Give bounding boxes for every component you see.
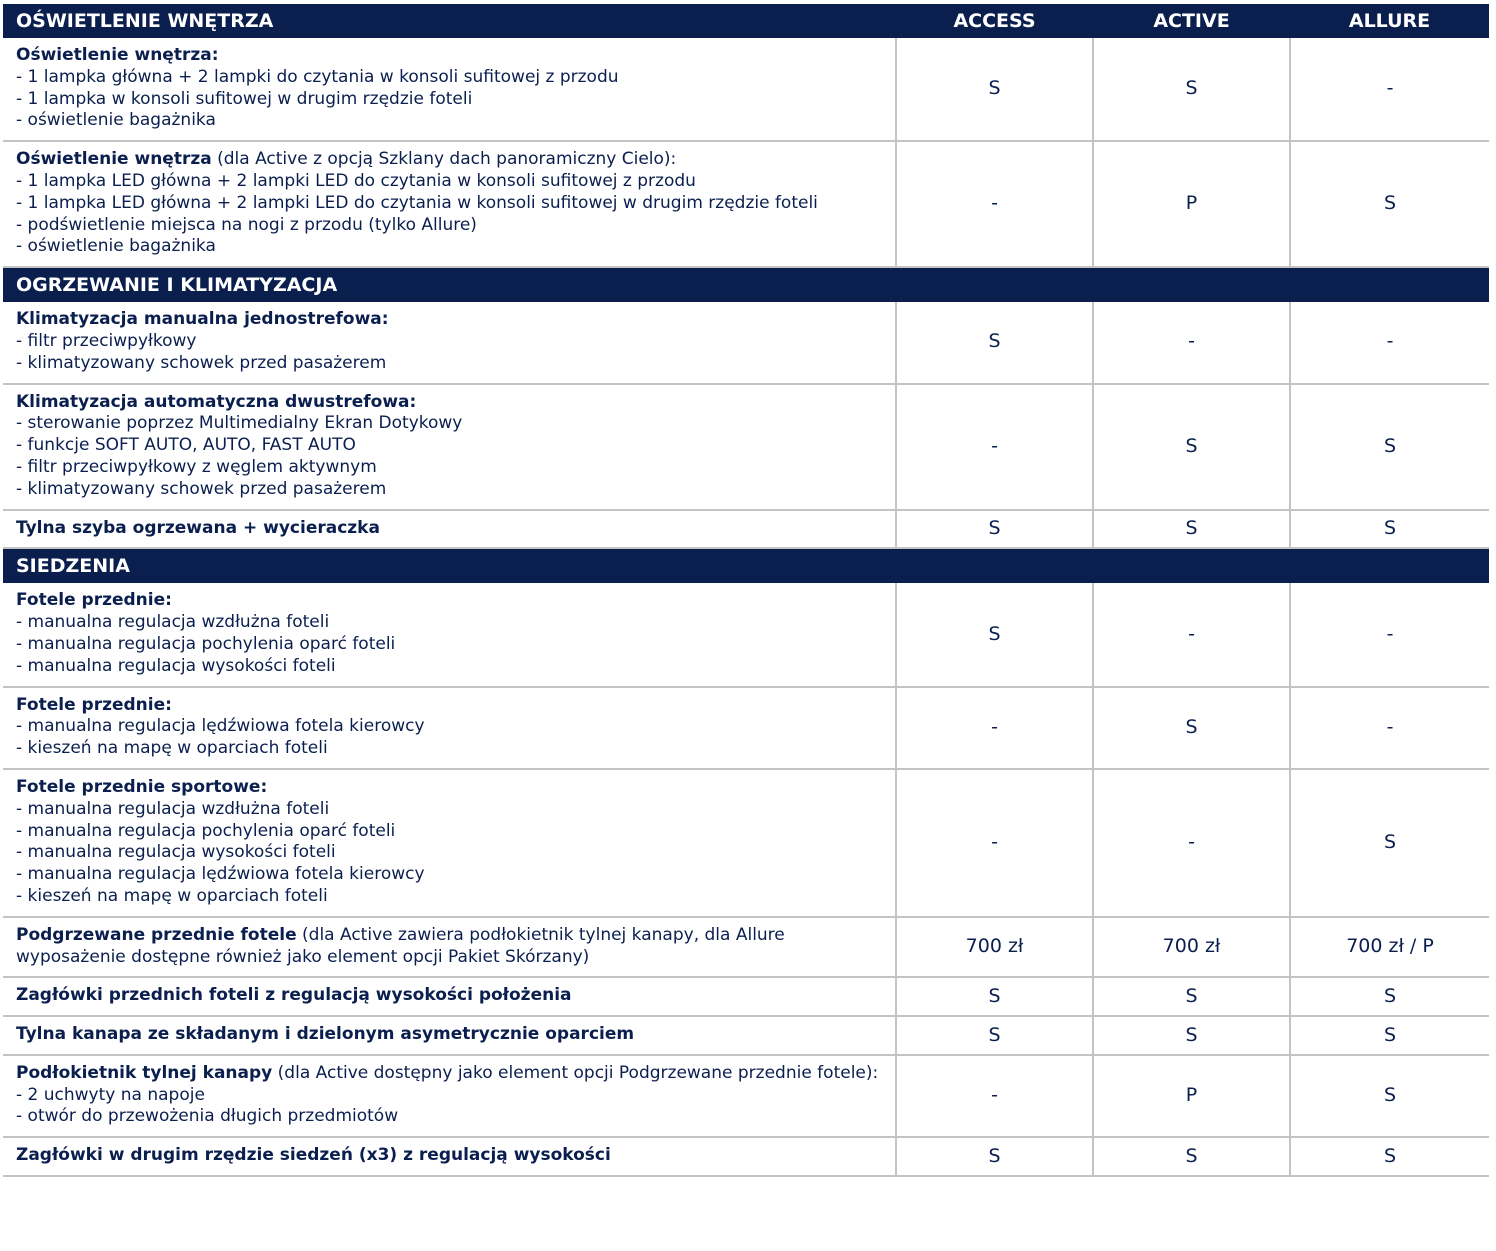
section-title: SIEDZENIA bbox=[3, 548, 896, 583]
value-access: - bbox=[896, 384, 1093, 510]
feature-description bbox=[3, 917, 896, 978]
value-active: - bbox=[1093, 302, 1290, 383]
feature-title: Podłokietnik tylnej kanapy bbox=[16, 1062, 273, 1083]
value-access: - bbox=[896, 141, 1093, 267]
feature-title: Tylna szyba ogrzewana + wycieraczka bbox=[16, 517, 380, 538]
feature-title: Fotele przednie sportowe: bbox=[16, 776, 268, 797]
feature-title: Tylna kanapa ze składanym i dzielonym asymetrycznie oparciem bbox=[16, 1024, 635, 1045]
feature-detail: - oświetlenie bagażnika bbox=[16, 236, 216, 257]
value-allure: S bbox=[1290, 510, 1489, 549]
value-access: - bbox=[896, 1055, 1093, 1137]
feature-title: Zagłówki w drugim rzędzie siedzeń (x3) z regulacją wysokości bbox=[16, 1145, 611, 1166]
value-access: S bbox=[896, 583, 1093, 686]
feature-description bbox=[3, 384, 896, 510]
feature-heading bbox=[16, 777, 887, 799]
feature-description bbox=[3, 687, 896, 769]
feature-heading bbox=[16, 1024, 887, 1046]
feature-title: Klimatyzacja manualna jednostrefowa: bbox=[16, 309, 389, 330]
equipment-spec-table bbox=[3, 4, 1489, 1177]
section-header-spacer bbox=[896, 267, 1093, 302]
value-allure: - bbox=[1290, 583, 1489, 686]
feature-heading bbox=[16, 1145, 887, 1167]
value-active: S bbox=[1093, 977, 1290, 1016]
table-row bbox=[3, 384, 1489, 510]
feature-description bbox=[3, 141, 896, 267]
value-active: - bbox=[1093, 769, 1290, 917]
value-allure: S bbox=[1290, 384, 1489, 510]
value-access: S bbox=[896, 510, 1093, 549]
feature-detail: - filtr przeciwpyłkowy z węglem aktywnym bbox=[16, 456, 377, 477]
table-row bbox=[3, 977, 1489, 1016]
value-access: S bbox=[896, 302, 1093, 383]
value-active: - bbox=[1093, 583, 1290, 686]
value-access: - bbox=[896, 687, 1093, 769]
column-header-access: ACCESS bbox=[896, 4, 1093, 38]
feature-detail: - kieszeń na mapę w oparciach foteli bbox=[16, 885, 328, 906]
feature-description bbox=[3, 1055, 896, 1137]
feature-description bbox=[3, 583, 896, 686]
section-title: OŚWIETLENIE WNĘTRZA bbox=[3, 4, 896, 38]
section-header-spacer bbox=[1290, 548, 1489, 583]
section-title: OGRZEWANIE I KLIMATYZACJA bbox=[3, 267, 896, 302]
feature-description bbox=[3, 510, 896, 549]
table-row bbox=[3, 1016, 1489, 1055]
table-row bbox=[3, 38, 1489, 141]
value-active: S bbox=[1093, 510, 1290, 549]
feature-detail: - podświetlenie miejsca na nogi z przodu (tylko Allure) bbox=[16, 214, 477, 235]
table-row bbox=[3, 141, 1489, 267]
value-allure: S bbox=[1290, 141, 1489, 267]
value-access: S bbox=[896, 1137, 1093, 1176]
feature-description bbox=[3, 38, 896, 141]
feature-description bbox=[3, 977, 896, 1016]
feature-detail: - manualna regulacja wzdłużna foteli bbox=[16, 798, 330, 819]
value-allure: S bbox=[1290, 769, 1489, 917]
feature-title: Oświetlenie wnętrza: bbox=[16, 45, 219, 65]
feature-detail: - klimatyzowany schowek przed pasażerem bbox=[16, 478, 387, 499]
feature-title: Fotele przednie: bbox=[16, 694, 172, 715]
feature-detail: - manualna regulacja lędźwiowa fotela kierowcy bbox=[16, 864, 425, 885]
value-access: S bbox=[896, 977, 1093, 1016]
feature-title: Podgrzewane przednie fotele bbox=[16, 924, 297, 945]
value-active: S bbox=[1093, 384, 1290, 510]
value-access: S bbox=[896, 1016, 1093, 1055]
value-allure: S bbox=[1290, 1016, 1489, 1055]
value-allure: S bbox=[1290, 1137, 1489, 1176]
value-active: S bbox=[1093, 1137, 1290, 1176]
feature-description bbox=[3, 1016, 896, 1055]
feature-title: Klimatyzacja automatyczna dwustrefowa: bbox=[16, 391, 417, 412]
feature-heading bbox=[16, 309, 887, 331]
feature-detail: - kieszeń na mapę w oparciach foteli bbox=[16, 738, 328, 759]
feature-description bbox=[3, 1137, 896, 1176]
value-active: S bbox=[1093, 1016, 1290, 1055]
value-active: S bbox=[1093, 687, 1290, 769]
table-row bbox=[3, 510, 1489, 549]
feature-heading bbox=[16, 149, 887, 171]
feature-detail: - manualna regulacja pochylenia oparć foteli bbox=[16, 633, 396, 654]
feature-heading bbox=[16, 590, 887, 612]
feature-description bbox=[3, 302, 896, 383]
value-active: P bbox=[1093, 141, 1290, 267]
feature-note: (dla Active zawiera podłokietnik tylnej kanapy, dla Allure wyposażenie dostępne również jako element opcji Pakiet Skórzany) bbox=[16, 924, 785, 967]
value-allure: S bbox=[1290, 1055, 1489, 1137]
value-allure: - bbox=[1290, 302, 1489, 383]
feature-note: (dla Active z opcją Szklany dach panoramiczny Cielo): bbox=[211, 149, 677, 170]
table-row bbox=[3, 687, 1489, 769]
value-allure: - bbox=[1290, 687, 1489, 769]
feature-title: Fotele przednie: bbox=[16, 590, 172, 611]
feature-heading bbox=[16, 392, 887, 414]
feature-detail: - manualna regulacja lędźwiowa fotela kierowcy bbox=[16, 716, 425, 737]
feature-title: Oświetlenie wnętrza bbox=[16, 149, 212, 170]
feature-detail: - 1 lampka LED główna + 2 lampki LED do czytania w konsoli sufitowej w drugim rzędzie foteli bbox=[16, 192, 818, 213]
table-row bbox=[3, 769, 1489, 917]
feature-heading bbox=[16, 45, 887, 67]
table-row bbox=[3, 1055, 1489, 1137]
value-allure: S bbox=[1290, 977, 1489, 1016]
feature-detail: - manualna regulacja wzdłużna foteli bbox=[16, 612, 330, 633]
feature-detail: - filtr przeciwpyłkowy bbox=[16, 330, 197, 351]
column-header-active: ACTIVE bbox=[1093, 4, 1290, 38]
feature-detail: - 1 lampka LED główna + 2 lampki LED do czytania w konsoli sufitowej z przodu bbox=[16, 170, 696, 191]
value-allure: - bbox=[1290, 38, 1489, 141]
feature-detail: - otwór do przewożenia długich przedmiotów bbox=[16, 1106, 399, 1127]
feature-detail: - 2 uchwyty na napoje bbox=[16, 1084, 205, 1105]
feature-detail: - funkcje SOFT AUTO, AUTO, FAST AUTO bbox=[16, 435, 356, 456]
section-header-spacer bbox=[1290, 267, 1489, 302]
feature-detail: - manualna regulacja pochylenia oparć foteli bbox=[16, 820, 396, 841]
feature-description bbox=[3, 769, 896, 917]
feature-detail: - manualna regulacja wysokości foteli bbox=[16, 655, 336, 676]
table-row bbox=[3, 302, 1489, 383]
table-row bbox=[3, 583, 1489, 686]
value-access: - bbox=[896, 769, 1093, 917]
table-row bbox=[3, 917, 1489, 978]
section-header-oswietlenie-wnetrza bbox=[3, 4, 1489, 38]
section-header-siedzenia bbox=[3, 548, 1489, 583]
feature-title: Zagłówki przednich foteli z regulacją wysokości położenia bbox=[16, 985, 572, 1006]
value-access: S bbox=[896, 38, 1093, 141]
feature-detail: - klimatyzowany schowek przed pasażerem bbox=[16, 352, 387, 373]
value-access: 700 zł bbox=[896, 917, 1093, 978]
value-active: P bbox=[1093, 1055, 1290, 1137]
value-active: 700 zł bbox=[1093, 917, 1290, 978]
section-header-spacer bbox=[1093, 267, 1290, 302]
feature-heading bbox=[16, 925, 887, 969]
feature-heading bbox=[16, 518, 887, 540]
feature-detail: - 1 lampka w konsoli sufitowej w drugim rzędzie foteli bbox=[16, 88, 473, 109]
feature-detail: - 1 lampka główna + 2 lampki do czytania w konsoli sufitowej z przodu bbox=[16, 66, 619, 87]
column-header-allure: ALLURE bbox=[1290, 4, 1489, 38]
section-header-spacer bbox=[896, 548, 1093, 583]
value-active: S bbox=[1093, 38, 1290, 141]
table-row bbox=[3, 1137, 1489, 1176]
feature-heading bbox=[16, 1063, 887, 1085]
feature-detail: - oświetlenie bagażnika bbox=[16, 110, 216, 131]
feature-note: (dla Active dostępny jako element opcji Podgrzewane przednie fotele): bbox=[272, 1062, 879, 1083]
feature-heading bbox=[16, 985, 887, 1007]
section-header-ogrzewanie-i-klimatyzacja bbox=[3, 267, 1489, 302]
feature-detail: - manualna regulacja wysokości foteli bbox=[16, 842, 336, 863]
section-header-spacer bbox=[1093, 548, 1290, 583]
value-allure: 700 zł / P bbox=[1290, 917, 1489, 978]
feature-heading bbox=[16, 695, 887, 717]
feature-detail: - sterowanie poprzez Multimedialny Ekran Dotykowy bbox=[16, 413, 463, 434]
